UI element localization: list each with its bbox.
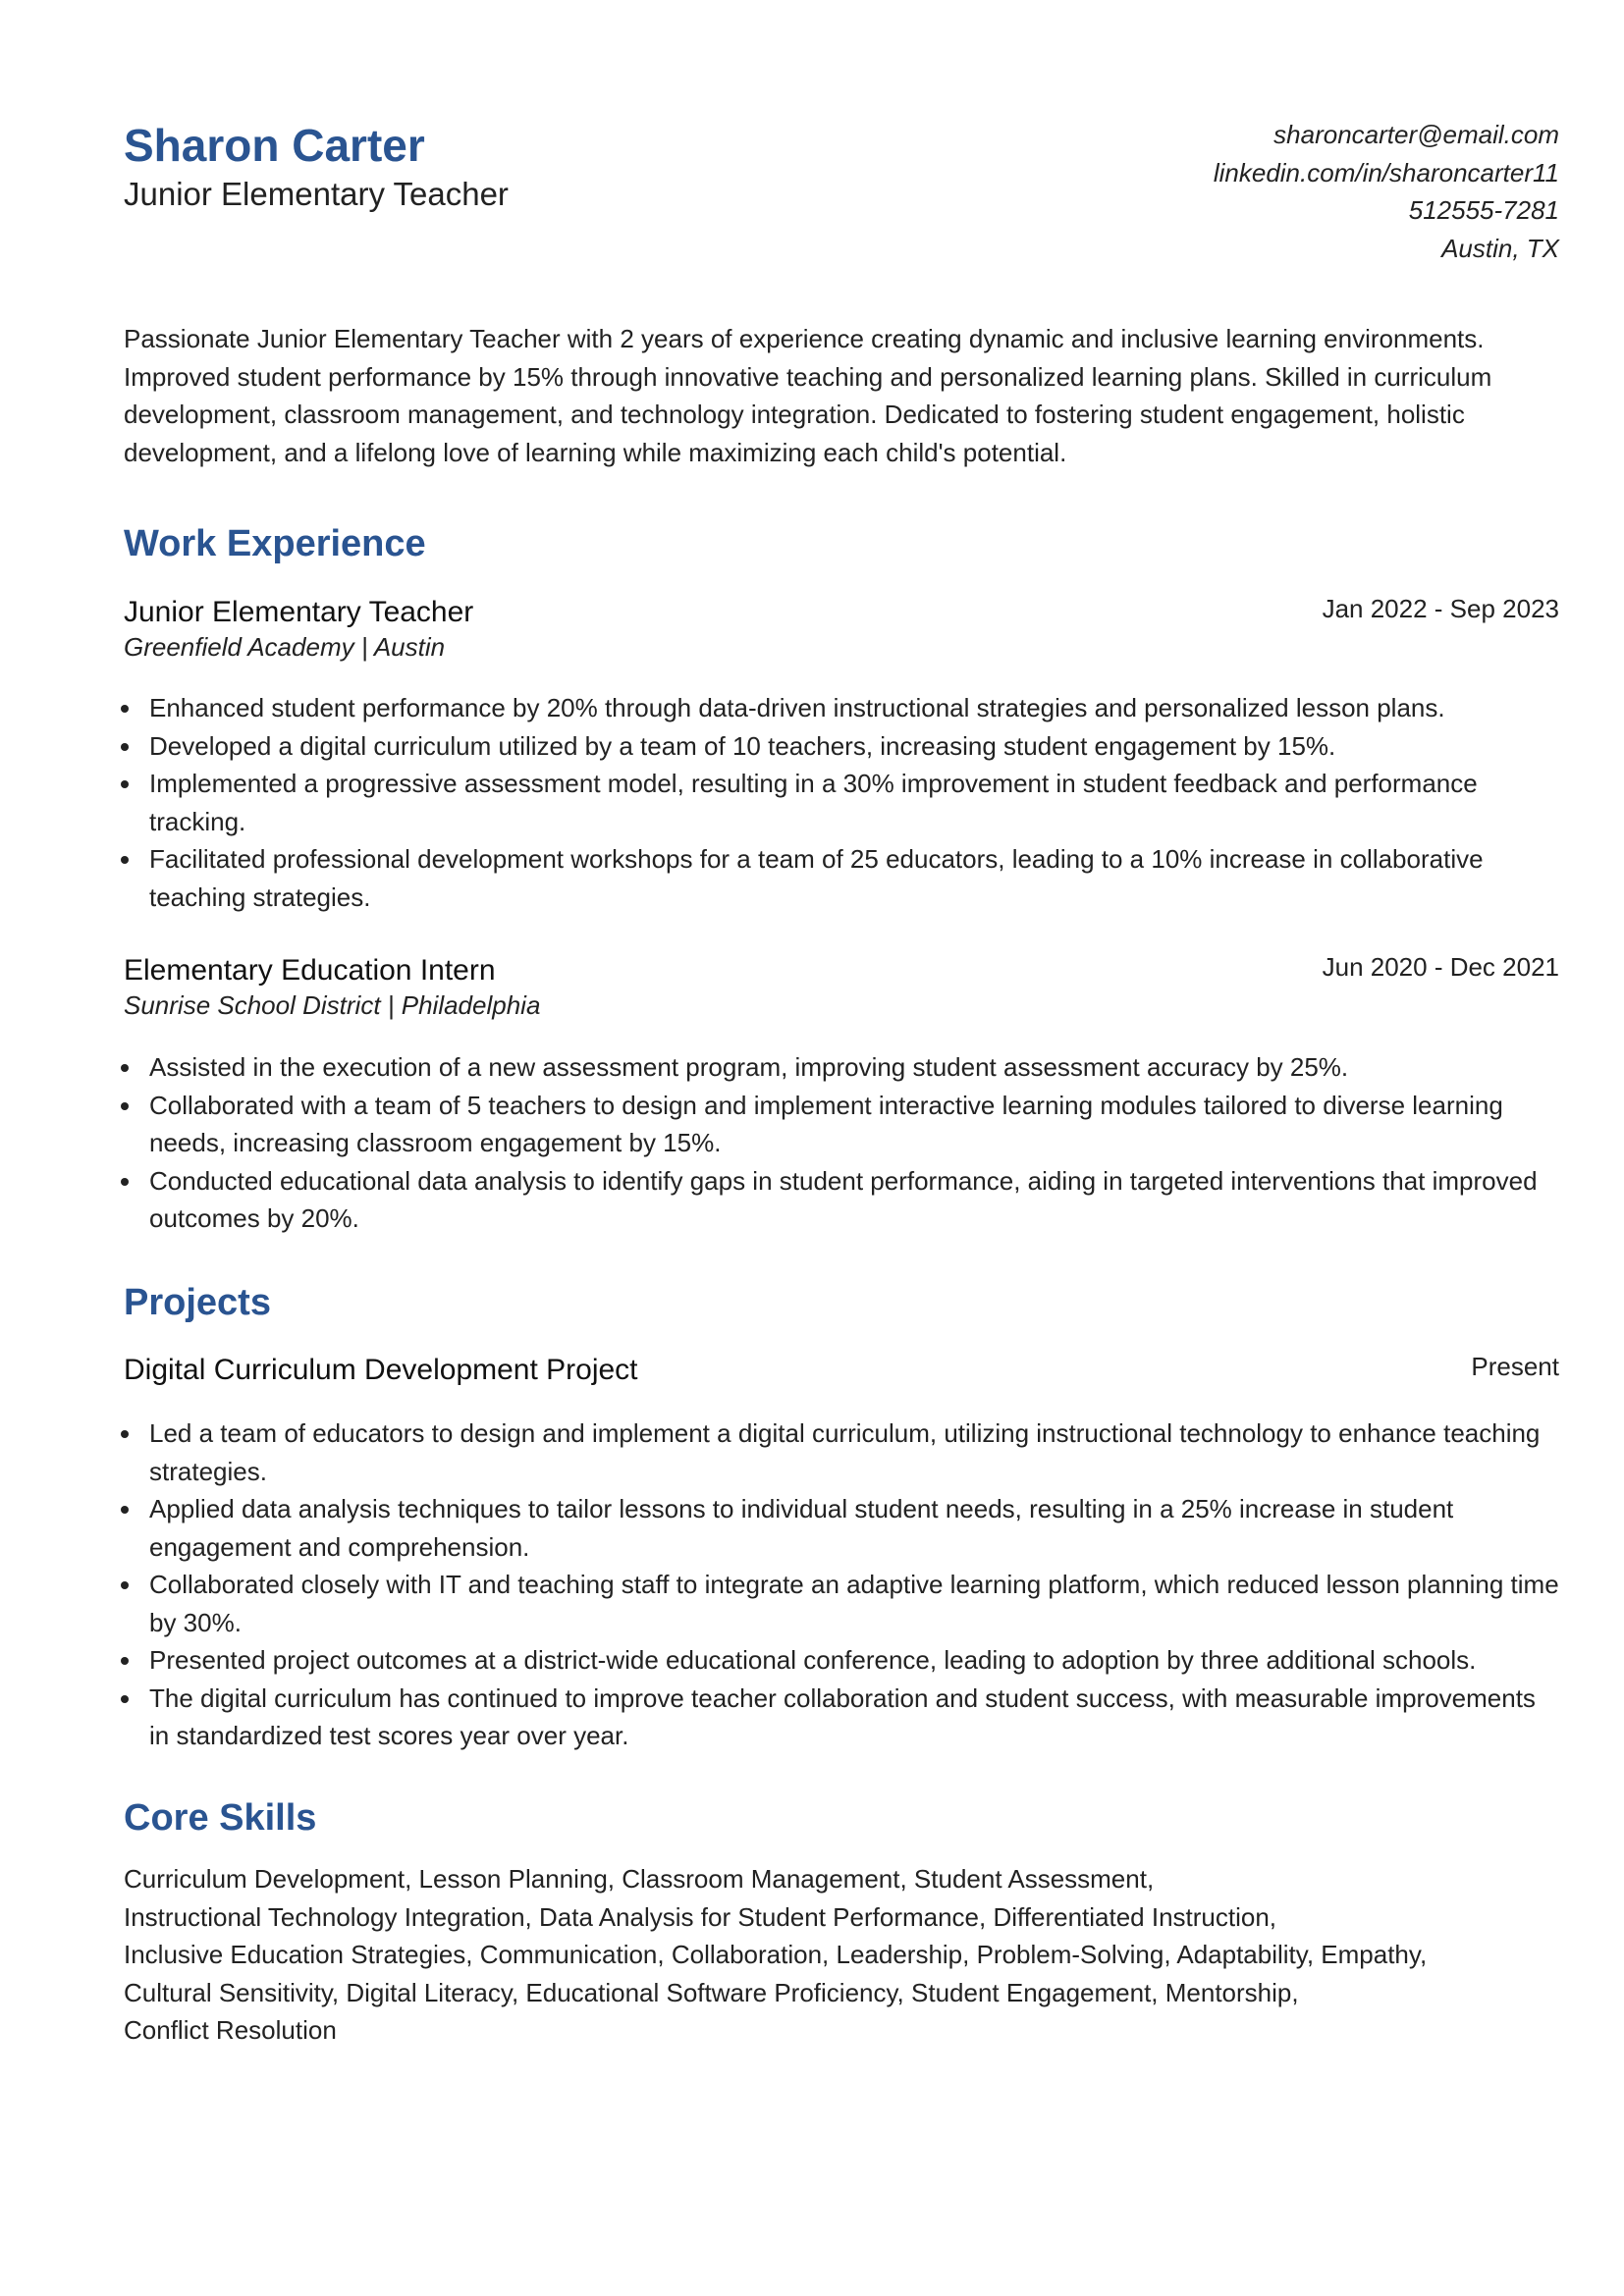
job-header — [124, 593, 1559, 631]
candidate-title: Junior Elementary Teacher — [124, 175, 509, 212]
job-entry — [124, 951, 1559, 1237]
job-bullet-list — [124, 689, 1559, 916]
job-title: Junior Elementary Teacher — [124, 595, 474, 628]
name-block — [124, 116, 509, 216]
project-header — [124, 1351, 1559, 1389]
bullet-item: The digital curriculum has continued to improve teacher collaboration and student success, with measurable improvements in standardized test scores year over year. — [124, 1680, 1559, 1755]
bullet-item: Collaborated closely with IT and teaching staff to integrate an adaptive learning platform, which reduced lesson planning time by 30%. — [124, 1566, 1559, 1641]
job-organization: Sunrise School District | Philadelphia — [124, 990, 541, 1021]
section-heading: Work Experience — [124, 523, 426, 564]
bullet-item: Developed a digital curriculum utilized by a team of 10 teachers, increasing student engagement by 15%. — [124, 727, 1559, 766]
bullet-item: Presented project outcomes at a district-wide educational conference, leading to adoption by three additional schools. — [124, 1641, 1559, 1680]
job-bullet-list — [124, 1048, 1559, 1238]
skills-line: Inclusive Education Strategies, Communication, Collaboration, Leadership, Problem-Solving, Adaptability, Empathy, — [124, 1940, 1428, 1970]
skills-line: Curriculum Development, Lesson Planning, Classroom Management, Student Assessment, — [124, 1864, 1155, 1895]
skills-line: Instructional Technology Integration, Data Analysis for Student Performance, Differentiated Instruction, — [124, 1901, 1277, 1932]
project-title: Digital Curriculum Development Project — [124, 1354, 638, 1387]
professional-summary: Passionate Junior Elementary Teacher with 2 years of experience creating dynamic and inclusive learning environments. Improved student performance by 15% through innovative teaching and personalized learning plans. Skilled in curriculum development, classroom management, and technology integration. Dedicated to fostering student engagement, holistic development, and a lifelong love of learning while maximizing each child's potential. — [124, 324, 1492, 467]
work-experience-section — [124, 522, 1559, 1238]
resume-page — [124, 116, 1559, 2050]
bullet-item: Conducted educational data analysis to identify gaps in student performance, aiding in targeted interventions that improved outcomes by 20%. — [124, 1162, 1559, 1238]
bullet-item: Collaborated with a team of 5 teachers to design and implement interactive learning modules tailored to diverse learning needs, increasing classroom engagement by 15%. — [124, 1087, 1559, 1162]
contact-email[interactable]: sharoncarter@email.com — [1273, 120, 1559, 149]
projects-section — [124, 1281, 1559, 1755]
contact-info — [1214, 116, 1559, 267]
bullet-item: Implemented a progressive assessment model, resulting in a 30% improvement in student feedback and performance tracking. — [124, 765, 1559, 840]
job-header — [124, 951, 1559, 989]
job-dates: Jun 2020 - Dec 2021 — [1322, 952, 1559, 983]
contact-phone: 512555-7281 — [1408, 195, 1559, 225]
job-organization: Greenfield Academy | Austin — [124, 631, 446, 662]
contact-location: Austin, TX — [1441, 233, 1559, 263]
contact-linkedin[interactable]: linkedin.com/in/sharoncarter11 — [1213, 157, 1559, 187]
skills-line: Conflict Resolution — [124, 2015, 337, 2046]
section-heading: Core Skills — [124, 1796, 317, 1839]
skills-list — [124, 1860, 1498, 2050]
project-dates: Present — [1471, 1352, 1559, 1382]
bullet-item: Led a team of educators to design and implement a digital curriculum, utilizing instructional technology to enhance teaching strategies. — [124, 1415, 1559, 1490]
skills-line: Cultural Sensitivity, Digital Literacy, Educational Software Proficiency, Student Engagement, Mentorship, — [124, 1977, 1299, 2007]
candidate-name: Sharon Carter — [124, 120, 425, 171]
core-skills-section — [124, 1796, 1559, 2050]
project-entry — [124, 1351, 1559, 1755]
job-dates: Jan 2022 - Sep 2023 — [1322, 593, 1559, 623]
bullet-item: Enhanced student performance by 20% through data-driven instructional strategies and personalized lesson plans. — [124, 689, 1559, 727]
resume-header — [124, 116, 1559, 267]
bullet-item: Facilitated professional development workshops for a team of 25 educators, leading to a 10% increase in collaborative teaching strategies. — [124, 840, 1559, 916]
job-title: Elementary Education Intern — [124, 954, 496, 988]
bullet-item: Assisted in the execution of a new assessment program, improving student assessment accuracy by 25%. — [124, 1048, 1559, 1087]
bullet-item: Applied data analysis techniques to tailor lessons to individual student needs, resulting in a 25% increase in student engagement and comprehension. — [124, 1490, 1559, 1566]
job-entry — [124, 593, 1559, 917]
project-bullet-list — [124, 1415, 1559, 1755]
section-heading: Projects — [124, 1281, 271, 1323]
